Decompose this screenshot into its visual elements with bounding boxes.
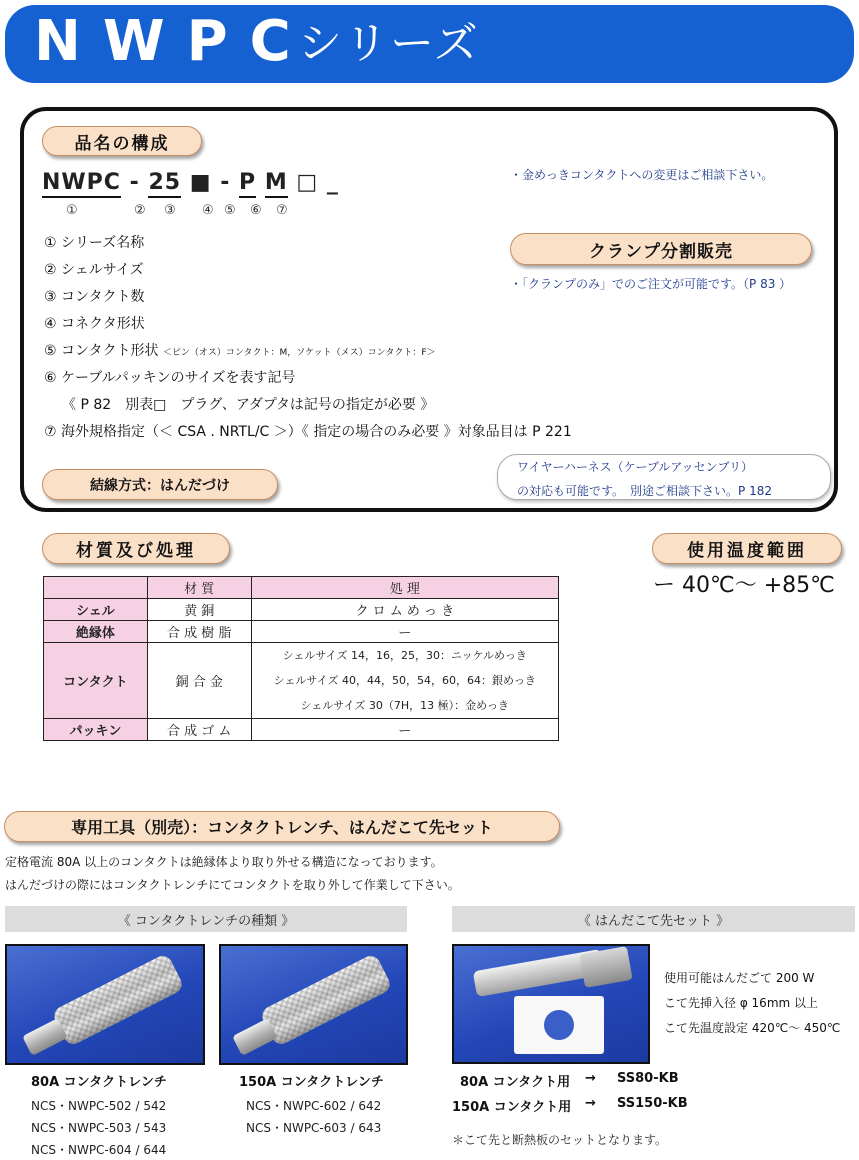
tools-desc-2: はんだづけの際にはコンタクトレンチにてコンタクトを取り外して作業して下さい。 [5, 878, 460, 892]
spec-item-note: ＜ピン（オス）コンタクト：M，ソケット（メス）コンタクト：F＞ [162, 348, 436, 358]
wrench-code: NCS・NWPC-503 / 543 [31, 1121, 167, 1135]
pn-index-3: ③ [164, 203, 176, 218]
pn-index-7: ⑦ [276, 203, 288, 218]
spec-item-label: ⑤ コンタクト形状 [44, 343, 159, 359]
solder-set-header: 《 はんだこて先セット 》 [452, 906, 855, 932]
spec-item: ⑦ 海外規格指定（＜ CSA . NRTL/C ＞）《 指定の場合のみ必要 》対象品目は P 221 [44, 424, 572, 440]
wiring-method: 結線方式：はんだづけ [42, 469, 278, 500]
table-row [44, 643, 559, 719]
pn-shape: P [239, 170, 256, 198]
solder-set-code: SS80-KB [617, 1071, 679, 1086]
treatment-line: シェルサイズ 30（7H，13 極）：金めっき [300, 699, 510, 712]
solder-set-label: 80A コンタクト用 [460, 1075, 571, 1090]
table-header-treatment: 処 理 [251, 577, 558, 599]
pn-contact-type: M [265, 170, 288, 198]
pn-contacts: ■ [189, 170, 212, 195]
treatment-cell: ー [251, 621, 558, 643]
pn-dash-1: - [129, 170, 140, 195]
part-number-heading: 品名の構成 [42, 126, 202, 156]
series-title: NWPC [34, 9, 313, 74]
table-row [44, 599, 559, 621]
part-number-code [42, 170, 339, 195]
material-cell: 合 成 樹 脂 [147, 621, 251, 643]
tools-heading: 専用工具（別売）：コンタクトレンチ、はんだこて先セット [4, 811, 560, 842]
wrench-code: NCS・NWPC-604 / 644 [31, 1143, 167, 1157]
treatment-cell: ク ロ ム め っ き [251, 599, 558, 621]
insulation-plate [514, 996, 604, 1054]
spec-item: ④ コネクタ形状 [44, 316, 145, 332]
wrench-code: NCS・NWPC-603 / 643 [246, 1121, 382, 1135]
wrench-code: NCS・NWPC-602 / 642 [246, 1099, 382, 1113]
pn-index-5: ⑤ [224, 203, 236, 218]
pn-shell: 25 [148, 170, 181, 198]
series-suffix: シリーズ [298, 18, 480, 69]
materials-table [43, 576, 559, 741]
gold-plating-note: ・金めっきコンタクトへの変更はご相談下さい。 [510, 168, 774, 182]
temperature-heading: 使用温度範囲 [652, 533, 842, 564]
solder-tip-photo [452, 944, 650, 1064]
solder-tip-head [579, 946, 632, 988]
table-header-row [44, 577, 559, 599]
arrow-icon: → [585, 1096, 596, 1111]
pn-index-6: ⑥ [250, 203, 262, 218]
wrench-150a-photo [219, 944, 408, 1065]
pn-dash-2: - [220, 170, 231, 195]
spec-item: ① シリーズ名称 [44, 235, 145, 251]
spec-item: ② シェルサイズ [44, 262, 144, 278]
solder-spec: こて先温度設定 420℃～ 450℃ [664, 1021, 841, 1035]
wrench-tip [232, 1018, 278, 1056]
material-cell: 銅 合 金 [147, 643, 251, 719]
treatment-cell [251, 643, 558, 719]
part-cell: シェル [44, 599, 148, 621]
spec-item [44, 340, 436, 360]
table-row [44, 621, 559, 643]
pn-packing: □ [296, 170, 319, 195]
wrench-80a-caption: 80A コンタクトレンチ [31, 1075, 167, 1090]
temperature-value: ー 40℃～ +85℃ [653, 573, 835, 598]
table-header-material: 材 質 [147, 577, 251, 599]
solder-spec: 使用可能はんだごて 200 W [664, 971, 815, 985]
treatment-line: シェルサイズ 14，16，25，30：ニッケルめっき [282, 649, 527, 662]
part-cell: コンタクト [44, 643, 148, 719]
pn-overseas: _ [326, 170, 339, 195]
tools-desc-1: 定格電流 80A 以上のコンタクトは絶縁体より取り外せる構造になっております。 [5, 855, 443, 869]
pn-index-2: ② [134, 203, 146, 218]
wrench-body [51, 953, 185, 1048]
spec-item: ⑥ ケーブルパッキンのサイズを表す記号 [44, 370, 296, 386]
clamp-heading: クランプ分割販売 [510, 233, 812, 265]
wrench-types-header: 《 コンタクトレンチの種類 》 [5, 906, 407, 932]
solder-set-label: 150A コンタクト用 [452, 1100, 572, 1115]
solder-set-code: SS150-KB [617, 1096, 688, 1111]
treatment-line: シェルサイズ 40，44，50，54，60，64：銀めっき [273, 674, 536, 687]
spec-item: 《 P 82 別表□ プラグ、アダプタは記号の指定が必要 》 [62, 397, 435, 413]
pn-series: NWPC [42, 170, 121, 198]
wrench-body [259, 953, 393, 1048]
wrench-150a-caption: 150A コンタクトレンチ [239, 1075, 384, 1090]
arrow-icon: → [585, 1071, 596, 1086]
treatment-cell: ー [251, 719, 558, 741]
wrench-code: NCS・NWPC-502 / 542 [31, 1099, 167, 1113]
clamp-note: ・「クランプのみ」でのご注文が可能です。（P 83 ） [510, 277, 792, 291]
material-cell: 合 成 ゴ ム [147, 719, 251, 741]
wrench-80a-photo [5, 944, 205, 1065]
table-header-blank [44, 577, 148, 599]
pn-index-4: ④ [202, 203, 214, 218]
part-cell: 絶縁体 [44, 621, 148, 643]
material-cell: 黄 銅 [147, 599, 251, 621]
table-row [44, 719, 559, 741]
solder-spec: こて先挿入径 φ 16mm 以上 [664, 996, 819, 1010]
harness-line-2: の対応も可能です。 別途ご相談下さい。P 182 [517, 484, 772, 498]
pn-index-1: ① [66, 203, 78, 218]
materials-heading: 材質及び処理 [42, 533, 230, 564]
solder-note: ＊こて先と断熱板のセットとなります。 [452, 1133, 668, 1147]
spec-item: ③ コンタクト数 [44, 289, 145, 305]
part-cell: パッキン [44, 719, 148, 741]
wrench-tip [22, 1018, 68, 1056]
harness-line-1: ワイヤーハーネス（ケーブルアッセンブリ） [517, 460, 754, 474]
